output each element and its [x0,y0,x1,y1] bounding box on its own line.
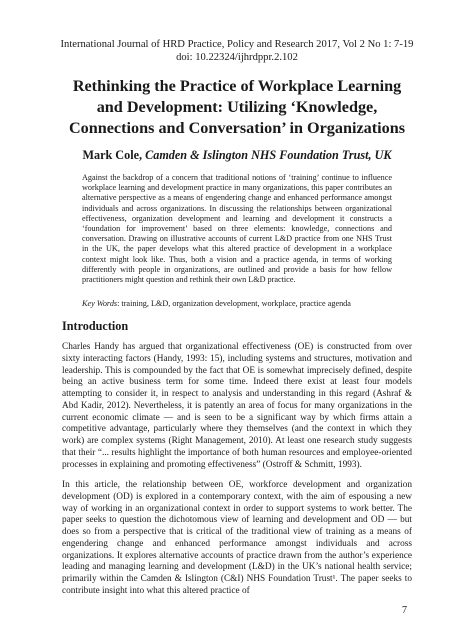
author-name: Mark Cole, [82,148,143,162]
article-title [40,76,434,139]
keywords-text: : training, L&D, organization development, workplace, practice agenda [117,299,351,308]
article-title-line-1: Rethinking the Practice of Workplace Learning [72,77,402,95]
abstract: Against the backdrop of a concern that traditional notions of ‘training’ continue to influence workplace learning and development practice in many organizations, this paper contributes an alternative perspective as a means of engendering change and enhanced performance amongst individuals and across organizations. In discussing the relationships between organizational effectiveness, organization development and learning and development it constructs a ‘foundation for improvement’ based on three elements: knowledge, connections and conversation. Drawing on illustrative accounts of current L&D practice from one NHS Trust in the UK, the paper develops what this altered practice of development in a workplace context might look like. Thus, both a vision and a practice agenda, in terms of working differently with people in organizations, are outlined and provide a basis for how fellow practitioners might question and rethink their own L&D practice. [82,173,392,285]
article-title-line-3: Connections and Conversation’ in Organizations [68,119,406,137]
section-heading-introduction: Introduction [62,319,129,333]
author-affiliation: Camden & Islington NHS Foundation Trust, UK [145,148,392,162]
page-number: 7 [402,605,407,616]
keywords-label: Key Words [82,299,118,308]
body-paragraph-1: Charles Handy has argued that organizational effectiveness (OE) is constructed from over sixty interacting factors (Handy, 1993: 15), including systems and structures, motivation and leadership. This is compounded by the fact that OE is somewhat imprecisely defined, despite being an active business term for some time. Indeed there exist at least four models attempting to consider it, in respect to analysis and understanding in this regard (Ashraf & Abd Kadir, 2012). Nevertheless, it is patently an area of focus for many organizations in the current economic climate — and is seen to be a significant way by which firms attain a competitive advantage, particularly where they themselves (and the context in which they work) are complex systems (Right Management, 2010). At least one research study suggests that their “... results highlight the importance of both human resources and employee-oriented processes in explaining and promoting effectiveness” (Ostroff & Schmitt, 1993). [62,342,412,470]
journal-citation: International Journal of HRD Practice, Policy and Research 2017, Vol 2 No 1: 7-19 [60,39,414,50]
author-line [40,148,434,163]
keywords [82,299,392,309]
body-paragraph-2: In this article, the relationship between OE, workforce development and organization development (OD) is explored in a contemporary context, with the aim of espousing a new way of working in an organizational context in order to support systems to work better. The paper seeks to question the dichotomous view of learning and development and OD — but does so from a perspective that is critical of the traditional view of training as a means of engendering change and enhanced performance amongst individuals and across organizations. It explores alternative accounts of practice drawn from the author’s experience leading and managing learning and development (L&D) in the UK’s national health service; primarily within the Camden & Islington (C&I) NHS Foundation Trust¹. The paper seeks to contribute insight into what this altered practice of [62,480,412,596]
article-title-line-2: and Development: Utilizing ‘Knowledge, [96,98,378,116]
doi: doi: 10.22324/ijhrdppr.2.102 [176,52,298,63]
